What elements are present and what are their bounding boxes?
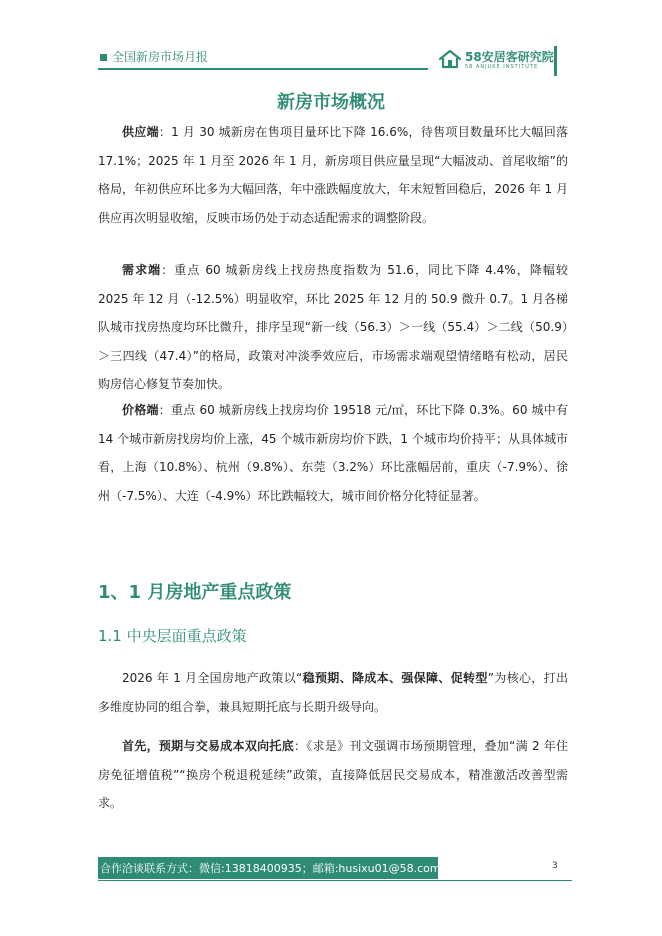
supply-label: 供应端 bbox=[122, 125, 159, 139]
price-label: 价格端 bbox=[122, 403, 159, 417]
policy-intro-paragraph bbox=[98, 664, 568, 721]
logo-subtitle: 58 ANJUKE INSTITUTE bbox=[465, 64, 539, 70]
house-logo-icon bbox=[438, 48, 462, 70]
policy-intro-highlight: 稳预期、降成本、强保障、促转型 bbox=[302, 671, 488, 685]
policy-first-text: ：《求是》刊文强调市场预期管理，叠加“满 2 年住房免征增值税”“换房个税退税延续”政策，直接降低居民交易成本，精准激活改善型需求。 bbox=[98, 739, 568, 810]
institute-logo bbox=[438, 48, 578, 74]
policy-intro-suffix: ”为核心，打出多维度协同的组合拳，兼具短期托底与长期升级导向。 bbox=[98, 671, 568, 714]
page-number: 3 bbox=[552, 861, 558, 871]
header-square-icon bbox=[100, 54, 107, 61]
footer-contact: 合作洽谈联系方式：微信:13818400935；邮箱:husixu01@58.com； bbox=[100, 862, 452, 875]
demand-text: ：重点 60 城新房线上找房热度指数为 51.6，同比下降 4.4%，降幅较 2025 年 12 月（-12.5%）明显收窄，环比 2025 年 12 月的 50.9 微升 0.7。1 月各梯队城市找房热度均环比微升，排序呈现“新一线（56.3）＞一线（55.4）＞二线（50.9）＞三四线（47.4）”的格局，政策对冲淡季效应后，市场需求端观望情绪略有松动，居民购房信心修复节奏加快。 bbox=[98, 263, 568, 391]
supply-paragraph bbox=[98, 118, 568, 232]
price-text: ：重点 60 城新房线上找房均价 19518 元/㎡，环比下降 0.3%。60 城中有 14 个城市新房找房均价上涨，45 个城市新房均价下跌，1 个城市均价持平；从具体城市看，上海（10.8%）、杭州（9.8%）、东莞（3.2%）环比涨幅居前，重庆（-7.9%）、徐州（-7.5%）、大连（-4.9%）环比跌幅较大，城市间价格分化特征显著。 bbox=[98, 403, 568, 503]
page-header bbox=[98, 46, 576, 78]
header-divider bbox=[98, 68, 428, 70]
demand-paragraph bbox=[98, 256, 568, 399]
policy-first-paragraph bbox=[98, 732, 568, 818]
footer-divider bbox=[98, 880, 572, 881]
section-heading-1-1: 1.1 中央层面重点政策 bbox=[98, 627, 247, 645]
policy-intro-prefix: 2026 年 1 月全国房地产政策以“ bbox=[122, 671, 303, 685]
page-title: 新房市场概况 bbox=[277, 92, 385, 113]
policy-first-label: 首先，预期与交易成本双向托底 bbox=[122, 739, 294, 753]
section-heading-1: 1、1 月房地产重点政策 bbox=[98, 582, 292, 603]
report-title: 全国新房市场月报 bbox=[112, 50, 209, 64]
logo-accent-bar bbox=[554, 46, 557, 76]
logo-name: 58安居客研究院 bbox=[465, 50, 554, 64]
supply-text: ：1 月 30 城新房在售项目量环比下降 16.6%，待售项目数量环比大幅回落 17.1%；2025 年 1 月至 2026 年 1 月，新房项目供应量呈现“大幅波动、首尾收缩”的格局，年初供应环比多为大幅回落，年中涨跌幅度放大，年末短暂回稳后，2026 年 1 月供应再次明显收缩，反映市场仍处于动态适配需求的调整阶段。 bbox=[98, 125, 568, 225]
price-paragraph bbox=[98, 396, 568, 510]
demand-label: 需求端 bbox=[122, 263, 162, 277]
